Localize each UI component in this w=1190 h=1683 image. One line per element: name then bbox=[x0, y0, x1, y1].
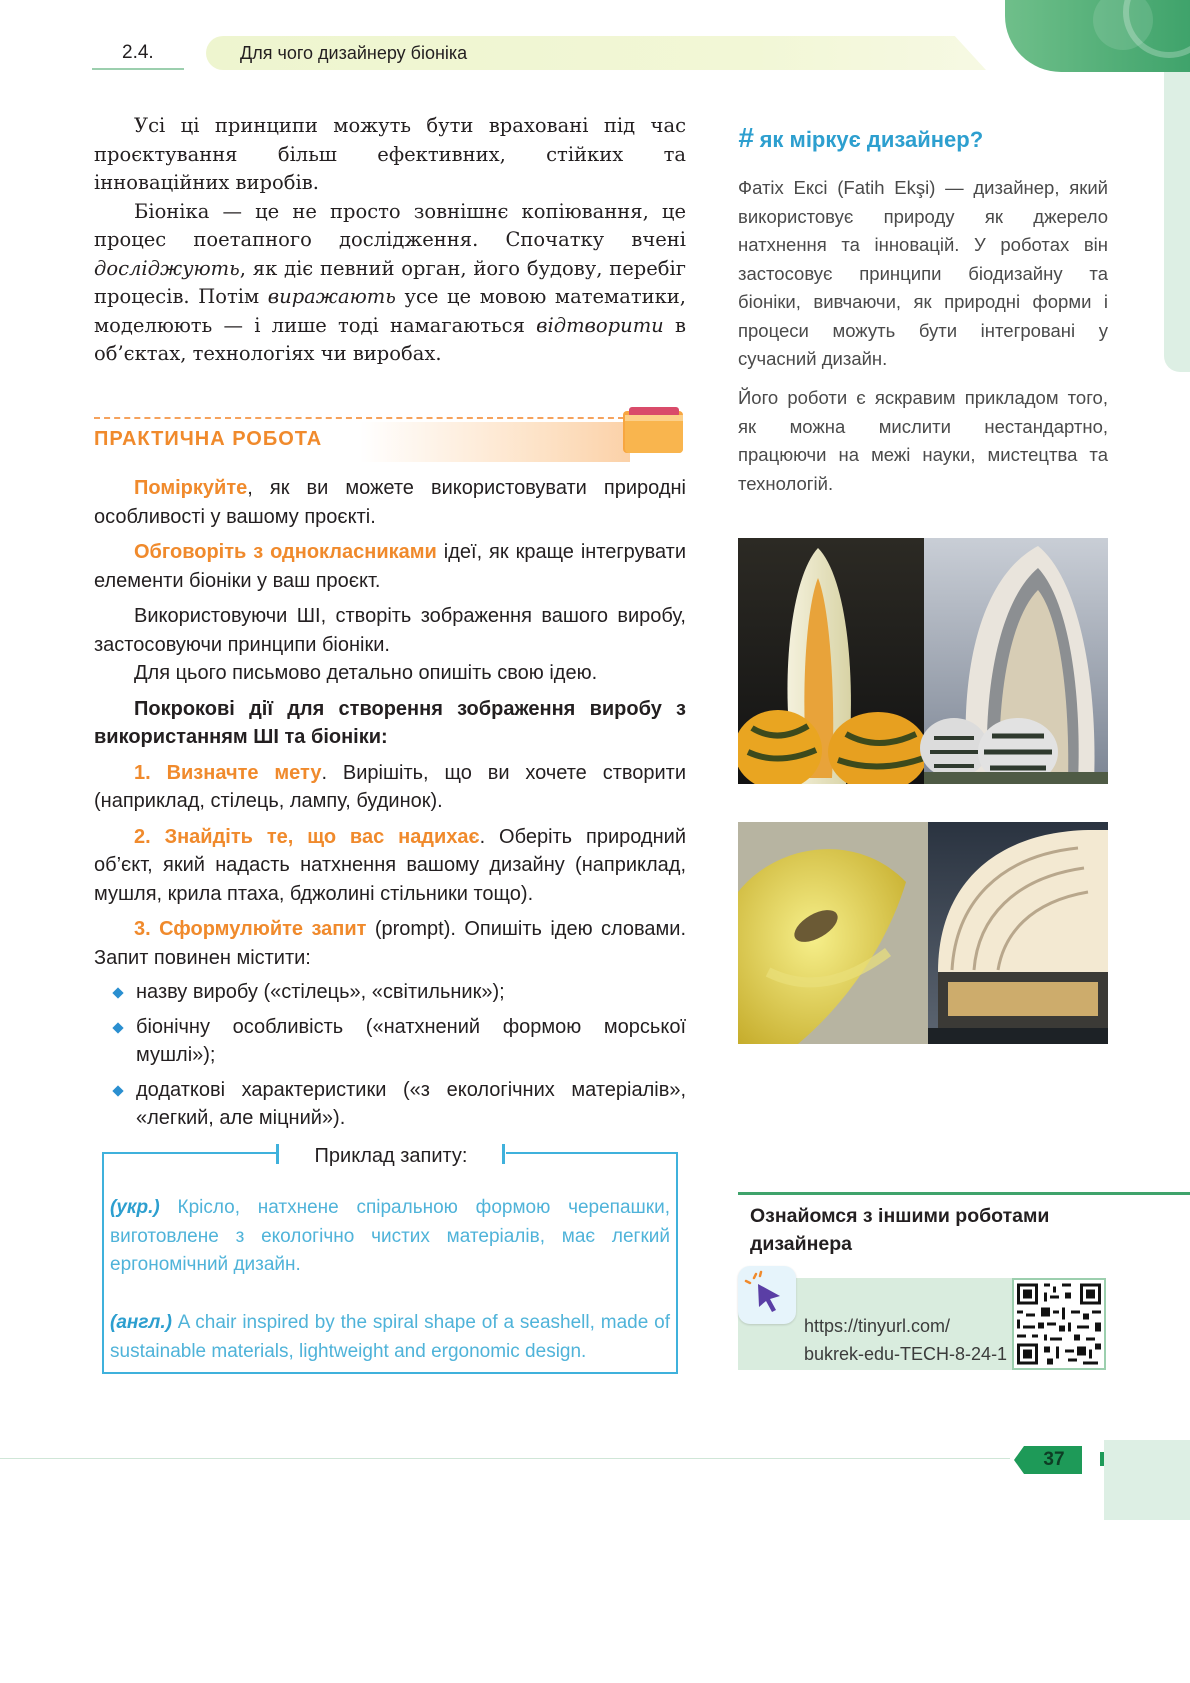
paragraph-bionics: Біоніка — це не просто зовнішнє копіювання, це процес поетапного дослідження. Спочатку вчені досліджують, як діє певний орган, його будову, перебіг процесів. Потім виражають усе це мовою математики, моделюють — і лише тоді намагаються відтворити в об’єктах, технологіях чи виробах. bbox=[94, 199, 686, 365]
corner-decoration bbox=[1005, 0, 1190, 72]
prompt-requirements-list bbox=[94, 978, 686, 1133]
emphasis-express: виражають bbox=[267, 285, 396, 308]
cursor-click-icon[interactable] bbox=[738, 1266, 796, 1324]
list-item: назву виробу («стілець», «світильник»); bbox=[136, 978, 686, 1007]
step-2: 2. Знайдіть те, що вас надихає. Оберіть природний об’єкт, який надасть натхнення вашому дизайну (наприклад, мушля, крила птаха, бджолині стільники тощо). bbox=[94, 825, 686, 905]
practical-header-glow bbox=[360, 422, 630, 462]
link-divider bbox=[738, 1192, 1190, 1195]
emphasis-reproduce: відтворити bbox=[536, 313, 664, 337]
hash-icon: # bbox=[738, 122, 754, 153]
practical-instructions bbox=[94, 474, 686, 1139]
melon-building-image bbox=[738, 538, 1108, 784]
example-eng: (англ.) A chair inspired by the spiral shape of a seashell, made of sustainable materials, lightweight and ergonomic design. bbox=[110, 1312, 670, 1362]
designer-bio: Фатіх Ексі (Fatih Ekşi) — дизайнер, який використовує природу як джерело натхнення та інновацій. У роботах він застосовує принципи біодизайну та біоніки, вивчаючи, як природні форми і процеси можуть бути інтегровані у сучасний дизайн. bbox=[738, 177, 1108, 369]
page-number: 37 bbox=[1043, 1449, 1065, 1470]
example-label: Приклад запиту: bbox=[314, 1145, 468, 1167]
instruction-ai: Використовуючи ШІ, створіть зображення вашого виробу, застосовуючи принципи біоніки. bbox=[94, 605, 686, 656]
instruction-discuss: Обговоріть з однокласниками ідеї, як краще інтегрувати елементи біоніки у ваш проєкт. bbox=[94, 541, 687, 592]
steps-title: Покрокові дії для створення зображення виробу з використанням ШІ та біоніки: bbox=[94, 697, 686, 748]
footer-line bbox=[0, 1458, 1010, 1459]
paragraph-principles: Усі ці принципи можуть бути враховані під час проєктування більш ефективних, стійких та інноваційних виробів. bbox=[94, 114, 686, 194]
section-title: Для чого дизайнеру біоніка bbox=[240, 43, 468, 63]
section-number: 2.4. bbox=[92, 36, 184, 70]
qr-code-icon[interactable] bbox=[1012, 1278, 1106, 1370]
example-ukr: (укр.) Крісло, натхнене спіральною формою черепашки, виготовлене з екологічно чистих матеріалів, має легкий ергономічний дизайн. bbox=[110, 1197, 670, 1275]
step-1: 1. Визначте мету. Вирішіть, що ви хочете створити (наприклад, стілець, лампу, будинок). bbox=[94, 761, 687, 812]
link-url[interactable]: https://tinyurl.com/ bukrek-edu-TECH-8-24-1 bbox=[804, 1316, 1008, 1364]
step-3: 3. Сформулюйте запит (prompt). Опишіть ідею словами. Запит повинен містити: bbox=[94, 918, 686, 969]
designer-summary: Його роботи є яскравим прикладом того, як можна мислити нестандартно, працюючи на межі науки, мистецтва та технологій. bbox=[738, 387, 1108, 494]
link-title: Ознайомся з іншими роботами дизайнера bbox=[750, 1205, 1050, 1255]
practical-work-title: ПРАКТИЧНА РОБОТА bbox=[94, 428, 323, 450]
list-item: додаткові характеристики («з екологічних матеріалів», «легкий, але міцний»). bbox=[136, 1076, 686, 1133]
instruction-think: Поміркуйте, як ви можете використовувати природні особливості у вашому проєкті. bbox=[94, 477, 686, 528]
lemon-building-image bbox=[738, 822, 1108, 1044]
designer-thinks-title: # як міркує дизайнер? bbox=[738, 122, 984, 153]
practical-divider bbox=[94, 417, 624, 419]
list-item: біонічну особливість («натхнений формою морської мушлі»); bbox=[136, 1013, 686, 1070]
folder-icon bbox=[621, 405, 685, 455]
side-strip-bottom bbox=[1104, 1440, 1190, 1520]
intro-text bbox=[94, 112, 686, 369]
instruction-describe: Для цього письмово детально опишіть свою ідею. bbox=[134, 662, 598, 684]
side-strip bbox=[1164, 72, 1190, 372]
emphasis-research: досліджують bbox=[94, 256, 240, 280]
